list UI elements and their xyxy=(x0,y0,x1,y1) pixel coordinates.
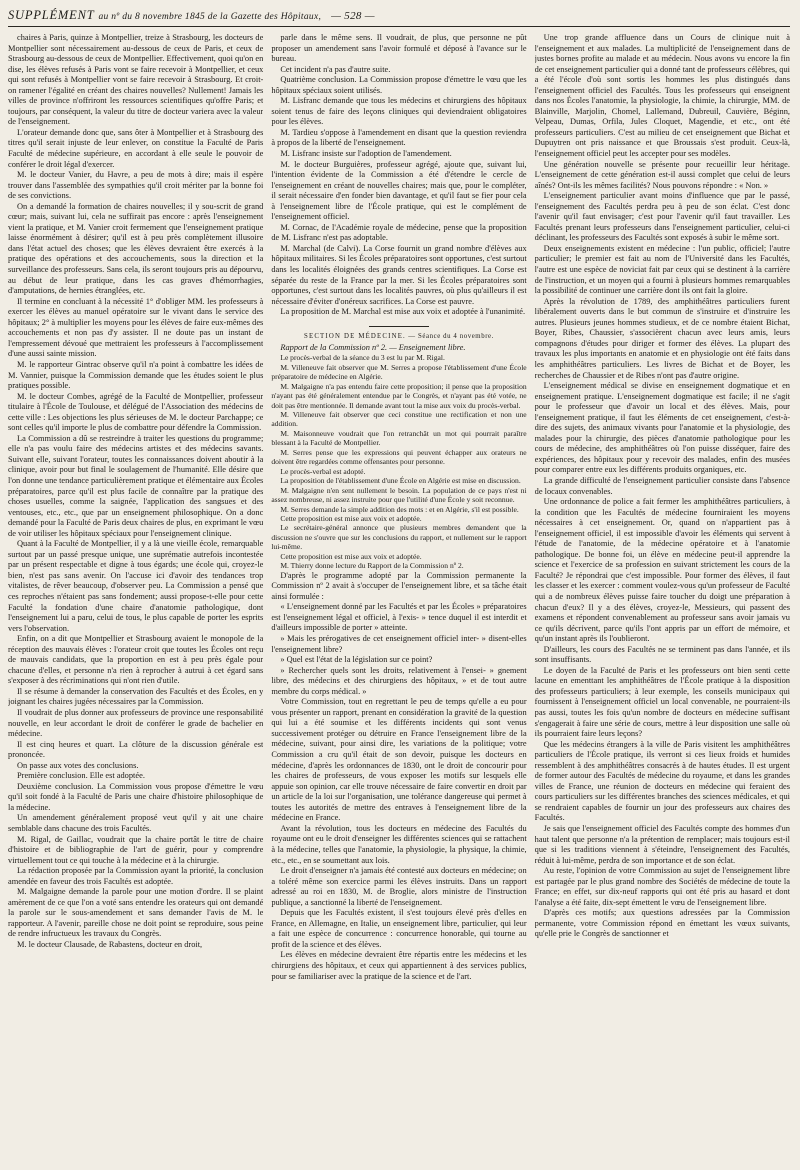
paragraph: L'enseignement particulier avant moins d'influence que par le passé, l'enseignement des Facultés perdra peu à peu de son éclat. C'est donc l'avenir qu'il faut envisager; c'est pour l'avenir qu'il faut travailler. Les Facultés prenant leurs professeurs dans l'enseignement particulier, celui-ci déclinant, les professeurs des Facultés sont exposés à subir le même sort. xyxy=(534,191,790,243)
paragraph: Les élèves en médecine devraient être répartis entre les médecins et les chirurgiens des hôpitaux, et ceux qui appartiennent à des services publics, pour se familiariser avec la pratique de la science et de l'art. xyxy=(271,950,527,981)
text-columns xyxy=(8,33,790,1161)
paragraph: Deuxième conclusion. La Commission vous propose d'émettre le vœu qu'il soit fondé à la Faculté de Paris une chaire d'histoire philosophique de la médecine. xyxy=(8,781,264,812)
paragraph: M. Malgaigne demande la parole pour une motion d'ordre. Il se plaint amèrement de ce que l'on a voté sans entendre les orateurs qui ont demandé la parole sur le sous-amendement et sans demander l'avis de M. le rapporteur. A l'avenir, pareille chose ne doit point se reproduire, sous peine de rendre infructueux les travaux du Congrès. xyxy=(8,887,264,939)
paragraph: parle dans le même sens. Il voudrait, de plus, que personne ne pût proposer un amendement sans l'avoir formulé et déposé à l'avance sur le bureau. xyxy=(271,33,527,64)
paragraph: Que les médecins étrangers à la ville de Paris visitent les amphithéâtres particuliers de l'École pratique, ils verront si ces lieux froids et humides ressemblent à des amphithéâtres consacrés à de hautes études. Il est urgent de former autour des Facultés de médecine du royaume, et dans les grandes villes de France, une réunion de docteurs en médecine qui feraient des cours particuliers sur les différentes branches des sciences médicales, et qui se rendraient capables de fournir un jour des professeurs aux chaires des Facultés. xyxy=(534,739,790,823)
paragraph: M. Cornac, de l'Académie royale de médecine, pense que la proposition de M. Lisfranc n'est pas adoptable. xyxy=(271,222,527,243)
paragraph: Votre Commission, tout en regrettant le peu de temps qu'elle a eu pour vous présenter un rapport, prenant en considération la gravité de la question qui lui a été soumise et les différents incidents qui sont venus successivement protéger ou détruire en France l'enseignement libre de la médecine, suivant, pour ainsi dire, les variations de la politique; votre Commission a cru qu'il était de son devoir, puisque les docteurs en médecine, d'après les ordonnances de 1830, ont le droit de concourir pour les chaires de professeurs, de vous exposer les motifs sur lesquels elle appuie son opinion, car elle trouve nécessaire de faire convertir en droit par un article de la loi sur l'organisation, une tolérance dangereuse qui permet à toutes les autorités de mettre des entraves à l'enseignement libre de la médecine en France. xyxy=(271,697,527,823)
paragraph: M. le docteur Clausade, de Rabastens, docteur en droit, xyxy=(17,940,203,950)
column-right xyxy=(535,33,790,1161)
paragraph: M. Marchal (de Calvi). La Corse fournit un grand nombre d'élèves aux hôpitaux militaires. Si les Écoles préparatoires sont opportunes, c'est surtout dans les localités éloignées des grands centres scientifiques. La Corse est séparée du reste de la France par la mer. Si les Écoles préparatoires sont opportunes, c'est surtout dans les localités pauvres, où plus qu'ailleurs il est nécessaire d'éviter d'onéreux sacrifices. La Corse est pauvre. xyxy=(271,243,527,306)
paragraph: Un amendement généralement proposé veut qu'il y ait une chaire semblable dans chacune des trois Facultés. xyxy=(8,813,264,834)
page-header xyxy=(8,8,790,27)
paragraph: Au reste, l'opinion de votre Commission au sujet de l'enseignement libre est partagée par le plus grand nombre des Sociétés de médecine de toute la France; en effet, sur dix-neuf rapports qui ont été pris au hasard et dont l'analyse a été faite, dix-sept émettent le vœu de l'enseignement libre. xyxy=(534,866,790,907)
paragraph: D'ailleurs, les cours des Facultés ne se terminent pas dans l'année, et ils sont insuffisants. xyxy=(534,644,790,665)
paragraph: » Rechercher quels sont les droits, relativement à l'ensei- » gnement libre, des médecins et des chirurgiens des hôpitaux, » et de tout autre membre du corps médical. » xyxy=(271,665,527,696)
paragraph: M. Tardieu s'oppose à l'amendement en disant que la question reviendra à propos de la liberté de l'enseignement. xyxy=(271,127,527,148)
paragraph: Le droit d'enseigner n'a jamais été contesté aux docteurs en médecine; on a toléré même son exercice parmi les élèves instruits. Dans un rapport adressé au roi en 1830, M. de Broglie, alors ministre de l'instruction publique, a sanctionné la liberté de l'enseignement. xyxy=(271,866,527,907)
paragraph: Il voudrait de plus donner aux professeurs de province une responsabilité nouvelle, en leur accordant le droit de conférer le grade de bachelier en médecine. xyxy=(8,708,264,739)
paragraph: M. le rapporteur Gintrac observe qu'il n'a point à combattre les idées de M. Vannier, puisque la Commission demande que les études soient le plus pratiques possible. xyxy=(8,359,264,391)
paragraph: Le secrétaire-général annonce que plusieurs membres demandent que la discussion ne s'ouvre que sur les conclusions du rapport, et nullement sur le rapport lui-même. xyxy=(271,523,527,552)
paragraph: Il termine en concluant à la nécessité 1° d'obliger MM. les professeurs à exercer les élèves au manuel opératoire sur le vivant dans le service des hôpitaux; 2° à multiplier les moyens pour les élèves de faire eux-mêmes des accouchements et non pas d'y assister. Il ne doute pas un instant de l'empressement dévoué que mettraient les professeurs à l'accomplissement d'une aussi sainte mission. xyxy=(8,296,264,359)
paragraph: D'après ces motifs; aux questions adressées par la Commission permanente, votre Commission répond en émettant les vœux suivants, qu'elle prie le Congrès de sanctionner et xyxy=(534,908,790,939)
paragraph: Quatrième conclusion. La Commission propose d'émettre le vœu que les hôpitaux spéciaux soient utilisés. xyxy=(271,75,527,95)
paragraph: » Quel est l'état de la législation sur ce point? xyxy=(280,655,433,665)
supplement-subtitle: au nº du 8 novembre 1845 de la Gazette des Hôpitaux, xyxy=(98,12,322,22)
paragraph: » Mais les prérogatives de cet enseignement officiel inter- » disent-elles l'enseignement libre? xyxy=(271,634,527,654)
paragraph: Avant la révolution, tous les docteurs en médecine des Facultés du royaume ont eu le droit d'enseigner les différentes sciences qui se rattachent à la médecine, telles que l'anatomie, la physiologie, la physique, la chimie, etc., etc., en se soumettant aux lois. xyxy=(271,823,527,865)
paragraph: M. Rigal, de Gaillac, voudrait que la chaire portât le titre de chaire d'histoire et de bibliographie de l'art de guérir, pour y comprendre virtuellement tout ce qui touche à la médecine et à la chirurgie. xyxy=(8,834,264,865)
paragraph: Le doyen de la Faculté de Paris et les professeurs ont bien senti cette lacune en ementtant les amphithéâtres de l'École pratique à la disposition des professeurs particuliers; à leur exemple, les conseils municipaux qui fournissent à l'enseignement officiel un local convenable, ne pourraient-ils pas aussi, toutes les fois qu'un nombre de docteurs en médecine suffisant s'engagerait à faire une série de cours, mettre à leur disposition une salle où ils pourraient faire leurs leçons? xyxy=(534,665,790,739)
paragraph: Cette proposition est mise aux voix et adoptée. xyxy=(280,514,422,524)
paragraph: Première conclusion. Elle est adoptée. xyxy=(17,771,145,781)
paragraph: M. le docteur Combes, agrégé de la Faculté de Montpellier, professeur titulaire à l'École de Toulouse, et délégué de l'Association des médecins de cette ville : Les objections les plus sérieuses de M. le docteur Parchappe; ce sont celles qu'il importe le plus de combattre pour défendre la Commission. xyxy=(8,391,264,433)
paragraph: Une trop grande affluence dans un Cours de clinique nuit à l'enseignement et aux malades. La multiplicité de l'enseignement dans de justes bornes profite au malade et au médecin. Nous avons vu encore la fin de cet enseignement particulier qui a donné tant de professeurs célèbres, qui a été l'école d'où sont sortis les hommes les plus distingués dans l'enseignement officiel des Facultés. Tous les professeurs qui enseignent dans nos Écoles l'anatomie, la physiologie, la chimie, la chirurgie, MM. de Blainville, Marjolin, Chomel, Lallemand, Dubreuil, Cauvière, Béginn, Velpeau, Dumas, Orfila, Jules Cloquet, Magendie, et etc., ont été professeurs particuliers. C'est au milieu de cet enseignement que Bichat et Dupuytren ont pris naissance et que Broussais s'est produit. Ceux-là, l'enseignement officiel peut les accepter pour ses modèles. xyxy=(534,33,790,159)
paragraph: Cette proposition est mise aux voix et adoptée. xyxy=(280,551,422,561)
paragraph: D'après le programme adopté par la Commission permanente la Commission nº 2 avait à s'occuper de l'enseignement libre, et sa tâche était ainsi formulée : xyxy=(271,570,527,601)
paragraph: La proposition de l'établissement d'une École en Algérie est mise en discussion. xyxy=(280,476,521,486)
supplement-title: SUPPLÉMENT xyxy=(8,8,95,22)
section-label: SECTION DE MÉDECINE. xyxy=(303,332,406,340)
column-middle xyxy=(271,33,526,1161)
paragraph: M. Villeneuve fait observer que ceci constitue une rectification et non une addition. xyxy=(271,410,527,429)
paragraph: La rédaction proposée par la Commission ayant la priorité, la conclusion amendée en faveur des trois Facultés est adoptée. xyxy=(8,866,264,886)
paragraph: M. Serres demande la simple addition des mots : et en Algérie, s'il est possible. xyxy=(280,504,519,514)
paragraph: Une génération nouvelle se présente pour recueillir leur héritage. L'enseignement de cette génération est-il aussi complet que celui de leurs aînés? Ont-ils les mêmes facilités? Nous pouvons répondre : « Non. » xyxy=(534,159,790,190)
paragraph: M. Serres pense que les expressions qui peuvent échapper aux orateurs ne doivent être regardées comme offensantes pour personne. xyxy=(271,447,527,467)
paragraph: M. le docteur Vanier, du Havre, a peu de mots à dire; mais il espère trouver dans l'assemblée des sympathies qu'il croit mériter par la bonne foi de ses convictions. xyxy=(8,170,264,201)
paragraph: Il est cinq heures et quart. La clôture de la discussion générale est prononcée. xyxy=(8,739,264,760)
paragraph: M. Villeneuve fait observer que M. Serres a propose l'établissement d'une École préparatoire de médecine en Algérie. xyxy=(271,362,527,382)
section-heading xyxy=(271,333,526,340)
paragraph: Depuis que les Facultés existent, il s'est toujours élevé près d'elles en France, en Allemagne, en Italie, un enseignement libre, particulier, qui leur a fait une espèce de concurrence : concurrence honorable, qui tourne au profit de la science et des élèves. xyxy=(271,908,527,949)
paragraph: L'enseignement médical se divise en enseignement dogmatique et en enseignement pratique. L'enseignement dogmatique est facile; il ne s'agit pour le professeur que d'avoir un local et des élèves. Mais, pour l'enseignement pratique, il faut les éléments de cet enseignement, c'est-à-dire des sujets, des animaux vivants pour l'anatomie et la physiologie, des malades pour la chirurgie, des pièces d'anatomie pathologique pour les cours de médecine, des amphithéâtres où l'on puisse disséquer, faire des expériences, des hôpitaux pour y recevoir des malades, enfin des musées pour comparer entre eux les différents produits organiques, etc. xyxy=(534,381,790,475)
column-left xyxy=(8,33,263,1161)
column-middle-top xyxy=(271,33,526,318)
paragraph: M. Lisfranc insiste sur l'adoption de l'amendement. xyxy=(280,149,452,159)
paragraph: On a demandé la formation de chaires nouvelles; il y sou-scrit de grand cœur; mais, suivant lui, cela ne suffirait pas encore : après l'enseignement vient la pratique, et M. Vanier croit fermement que l'enseignement pratique laisse énormément à désirer; qu'il est à peu près complètement illusoire dans l'état actuel des choses; que les élèves devraient être exercés à la pratique des opérations et des accouchements, sous la direction et la surveillance des professeurs. Sans cela, ils seront toujours pris au dépourvu, au début de leur pratique, dans les cas graves d'hémorrhagies, d'amputations, de hernies étranglées, etc. xyxy=(8,201,264,296)
paragraph: « L'enseignement donné par les Facultés et par les Écoles » préparatoires est l'enseignement légal et officiel, à l'exis- » tence duquel il est interdit et d'ailleurs impossible de porter » atteinte. xyxy=(271,602,527,633)
paragraph: Enfin, on a dit que Montpellier et Strasbourg avaient le monopole de la réception des mauvais élèves : l'orateur croit que toutes les Écoles ont reçu de mauvais candidats, que la proportion en est à peu près égale pour chacune d'elles, et personne n'a rien à reprocher à autrui à cet égard sans s'exposer à des récriminations qui n'ont rien d'utile. xyxy=(8,634,264,686)
paragraph: La proposition de M. Marchal est mise aux voix et adoptée à l'unanimité. xyxy=(280,307,526,317)
paragraph: chaires à Paris, quinze à Montpellier, treize à Strasbourg, les docteurs de Montpellier sont nécessairement au-dessous de ceux de Paris, et ceux de Strasbourg au-dessous de ceux de Montpellier. Effectivement, quoi qu'on en dise, les élèves refusés à Paris vont se faire recevoir à Montpellier, et ceux qui sont refusés à Montpellier vont se faire recevoir à Strasbourg. Et croit-on ramener l'égalité en créant des chaires nouvelles? Nullement! Jamais les villes de province n'offriront les ressources scientifiques qu'offre Paris; et toujours, par conséquent, la valeur du titre de docteur variera avec la valeur de l'enseignement. xyxy=(8,33,264,127)
paragraph: Il se résume à demander la conservation des Facultés et des Écoles, en y joignant les chaires jugées nécessaires par la Commission. xyxy=(8,686,264,707)
paragraph: M. Malgaigne n'a pas entendu faire cette proposition; il pense que la proposition n'ayant pas été généralement entendue par le Congrès, et n'ayant pas été votée, ne doit pas être mentionnée. Il demande avant tout la mise aux voix du procès-verbal. xyxy=(271,381,527,410)
paragraph: La Commission a dû se restreindre à traiter les questions du programme; elle n'a pas voulu faire des médecins artistes et des médecins savants. Suivant elle, suivant l'orateur, toutes les connaissances doivent aboutir à la clinique, avoir pour but final le soulagement de l'humanité. Elle désire que l'on donne une tendance particulièrement pratique et élémentaire aux Écoles préparatoires, parce qu'il est plus facile de connaître par la pratique des choses usuelles, comme la saignée, l'application des sangsues et des ventouses, etc., etc., que par un enseignement philosophique. On a donc demandé pour la Faculté de Paris deux chaires de plus, en exprimant le vœu de voir utiliser les hôpitaux spéciaux pour l'enseignement clinique. xyxy=(8,433,264,538)
paragraph: On passe aux votes des conclusions. xyxy=(17,760,139,770)
section-session: — Séance du 4 novembre. xyxy=(408,332,494,340)
report-heading: Rapport de la Commission nº 2. — Enseignement libre. xyxy=(280,342,466,352)
paragraph: Après la révolution de 1789, des amphithéâtres particuliers furent libéralement ouverts dans le but commun de s'instruire et d'instruire les autres. Plusieurs jeunes hommes studieux, et de ce nombre étaient Bichat, Boyer, Ribes, Chaussier, s'associèrent chacun avec leurs amis, leurs compagnons d'études pour diriger et former des élèves. La plupart des travaux les plus importants en anatomie et en physiologie ont été faits dans les amphithéâtres particuliers. Les livres de Bichat et de Boyer, les recherches de Chaussier et de Ribes n'ont pas d'autre origine. xyxy=(534,296,790,380)
paragraph: Une ordonnance de police a fait fermer les amphithéâtres particuliers, à la condition que les Facultés de médecine fourniraient les moyens nécessaires à cet enseignement. Or, quand on n'appartient pas à l'enseignement officiel, il est impossible d'avoir les éléments qui servent à l'étude de l'anatomie, de la médecine opératoire et à l'anatomie pathologique. De bonne foi, un élève en médecine peut-il apprendre la science et l'exercice de sa profession en suivant strictement les cours de la Faculté? Je répondrai que c'est impossible. Pour former des élèves, il faut les classer et les exercer : comment voulez-vous qu'un professeur de Faculté qui a de nombreux élèves puisse faire toucher du doigt une préparation à chacun d'eux? Il y a des élèves, croyez-le, Messieurs, qui passent des examens et répondent convenablement au professeur sans avoir jamais vu ce qu'ils décrivent, parce qu'ils l'ont appris par un effort de mémoire, et qu'un instant après ils l'oublieront. xyxy=(534,497,790,644)
paragraph: La grande difficulté de l'enseignement particulier consiste dans l'absence de locaux convenables. xyxy=(534,475,790,496)
paragraph: M. Thierry donne lecture du Rapport de la Commission nº 2. xyxy=(280,561,464,571)
paragraph: Quant à la Faculté de Montpellier, il y a là une vieille école, remarquable surtout par un passé presque unique, une suprématie autrefois incontestée par un présent respectable et digne à tous égards; une école qui, croyez-le bien, n'est pas sans avenir. On l'accuse ici d'avoir des tendances trop vitalistes, de rêver beaucoup, d'observer peu. La Commission a pensé que ces reproches n'étaient pas sans fondement; aussi propose-t-elle pour cette Faculté la fondation d'une chaire d'anatomie pathologique, dont l'enseignement lui a paru, celui de tous, le plus capable de porter les esprits vers l'observation. xyxy=(8,539,264,633)
paragraph: Le procès-verbal est adopté. xyxy=(280,466,366,476)
report-body xyxy=(271,571,526,982)
paragraph: M. Lisfranc demande que tous les médecins et chirurgiens des hôpitaux soient tenus de faire des leçons cliniques qui deviendraient obligatoires pour les élèves. xyxy=(271,96,527,127)
paragraph: M. Maisonneuve voudrait que l'on retranchât un mot qui pourrait paraître blessant à la Faculté de Montpellier. xyxy=(271,428,527,448)
paragraph: L'orateur demande donc que, sans ôter à Montpellier et à Strasbourg des titres qu'il serait injuste de leur enlever, on constitue la Faculté de Paris Faculté de médecine supérieure, en accordant à elle seule le pouvoir de conférer le droit légal d'exercer. xyxy=(8,127,264,169)
separator-rule xyxy=(369,326,429,327)
minutes-small-text xyxy=(271,353,526,570)
paragraph: Cet incident n'a pas d'autre suite. xyxy=(280,64,391,74)
paragraph: M. le docteur Burguières, professeur agrégé, ajoute que, suivant lui, l'intention évidente de la Commission a été d'étendre le cercle de l'enseignement en créant de nouvelles chaires; mais que, pour le compléter, il serait nécessaire d'en fonder bien davantage, et qu'il faut se fier pour cela à l'enseignement libre de l'École pratique, qui est le complément de l'enseignement officiel. xyxy=(271,159,527,222)
page-number: — 528 — xyxy=(331,10,375,22)
paragraph: M. Malgaigne n'en sent nullement le besoin. La population de ce pays n'est ni assez nombreuse, ni assez instruite pour que l'utilité d'une École y soit reconnue. xyxy=(271,485,527,505)
paragraph: Je sais que l'enseignement officiel des Facultés compte des hommes d'un haut talent que personne n'a la prétention de remplacer; mais toujours est-il que si les traditions viennent à s'éteindre, l'enseignement des Facultés, réduit à lui-même, perdra de son importance et de son éclat. xyxy=(534,824,790,865)
paragraph: Deux enseignements existent en médecine : l'un public, officiel; l'autre particulier; le premier est fait au nom de l'Université dans les Facultés, l'autre est une espèce de noviciat fait par ceux qui se destinent à la carrière de l'instruction, et un moyen qui a fourni à plusieurs hommes remarquables la possibilité de continuer une carrière dont ils ont fait la gloire. xyxy=(534,243,790,296)
paragraph: Le procès-verbal de la séance du 3 est lu par M. Rigal. xyxy=(280,353,445,363)
